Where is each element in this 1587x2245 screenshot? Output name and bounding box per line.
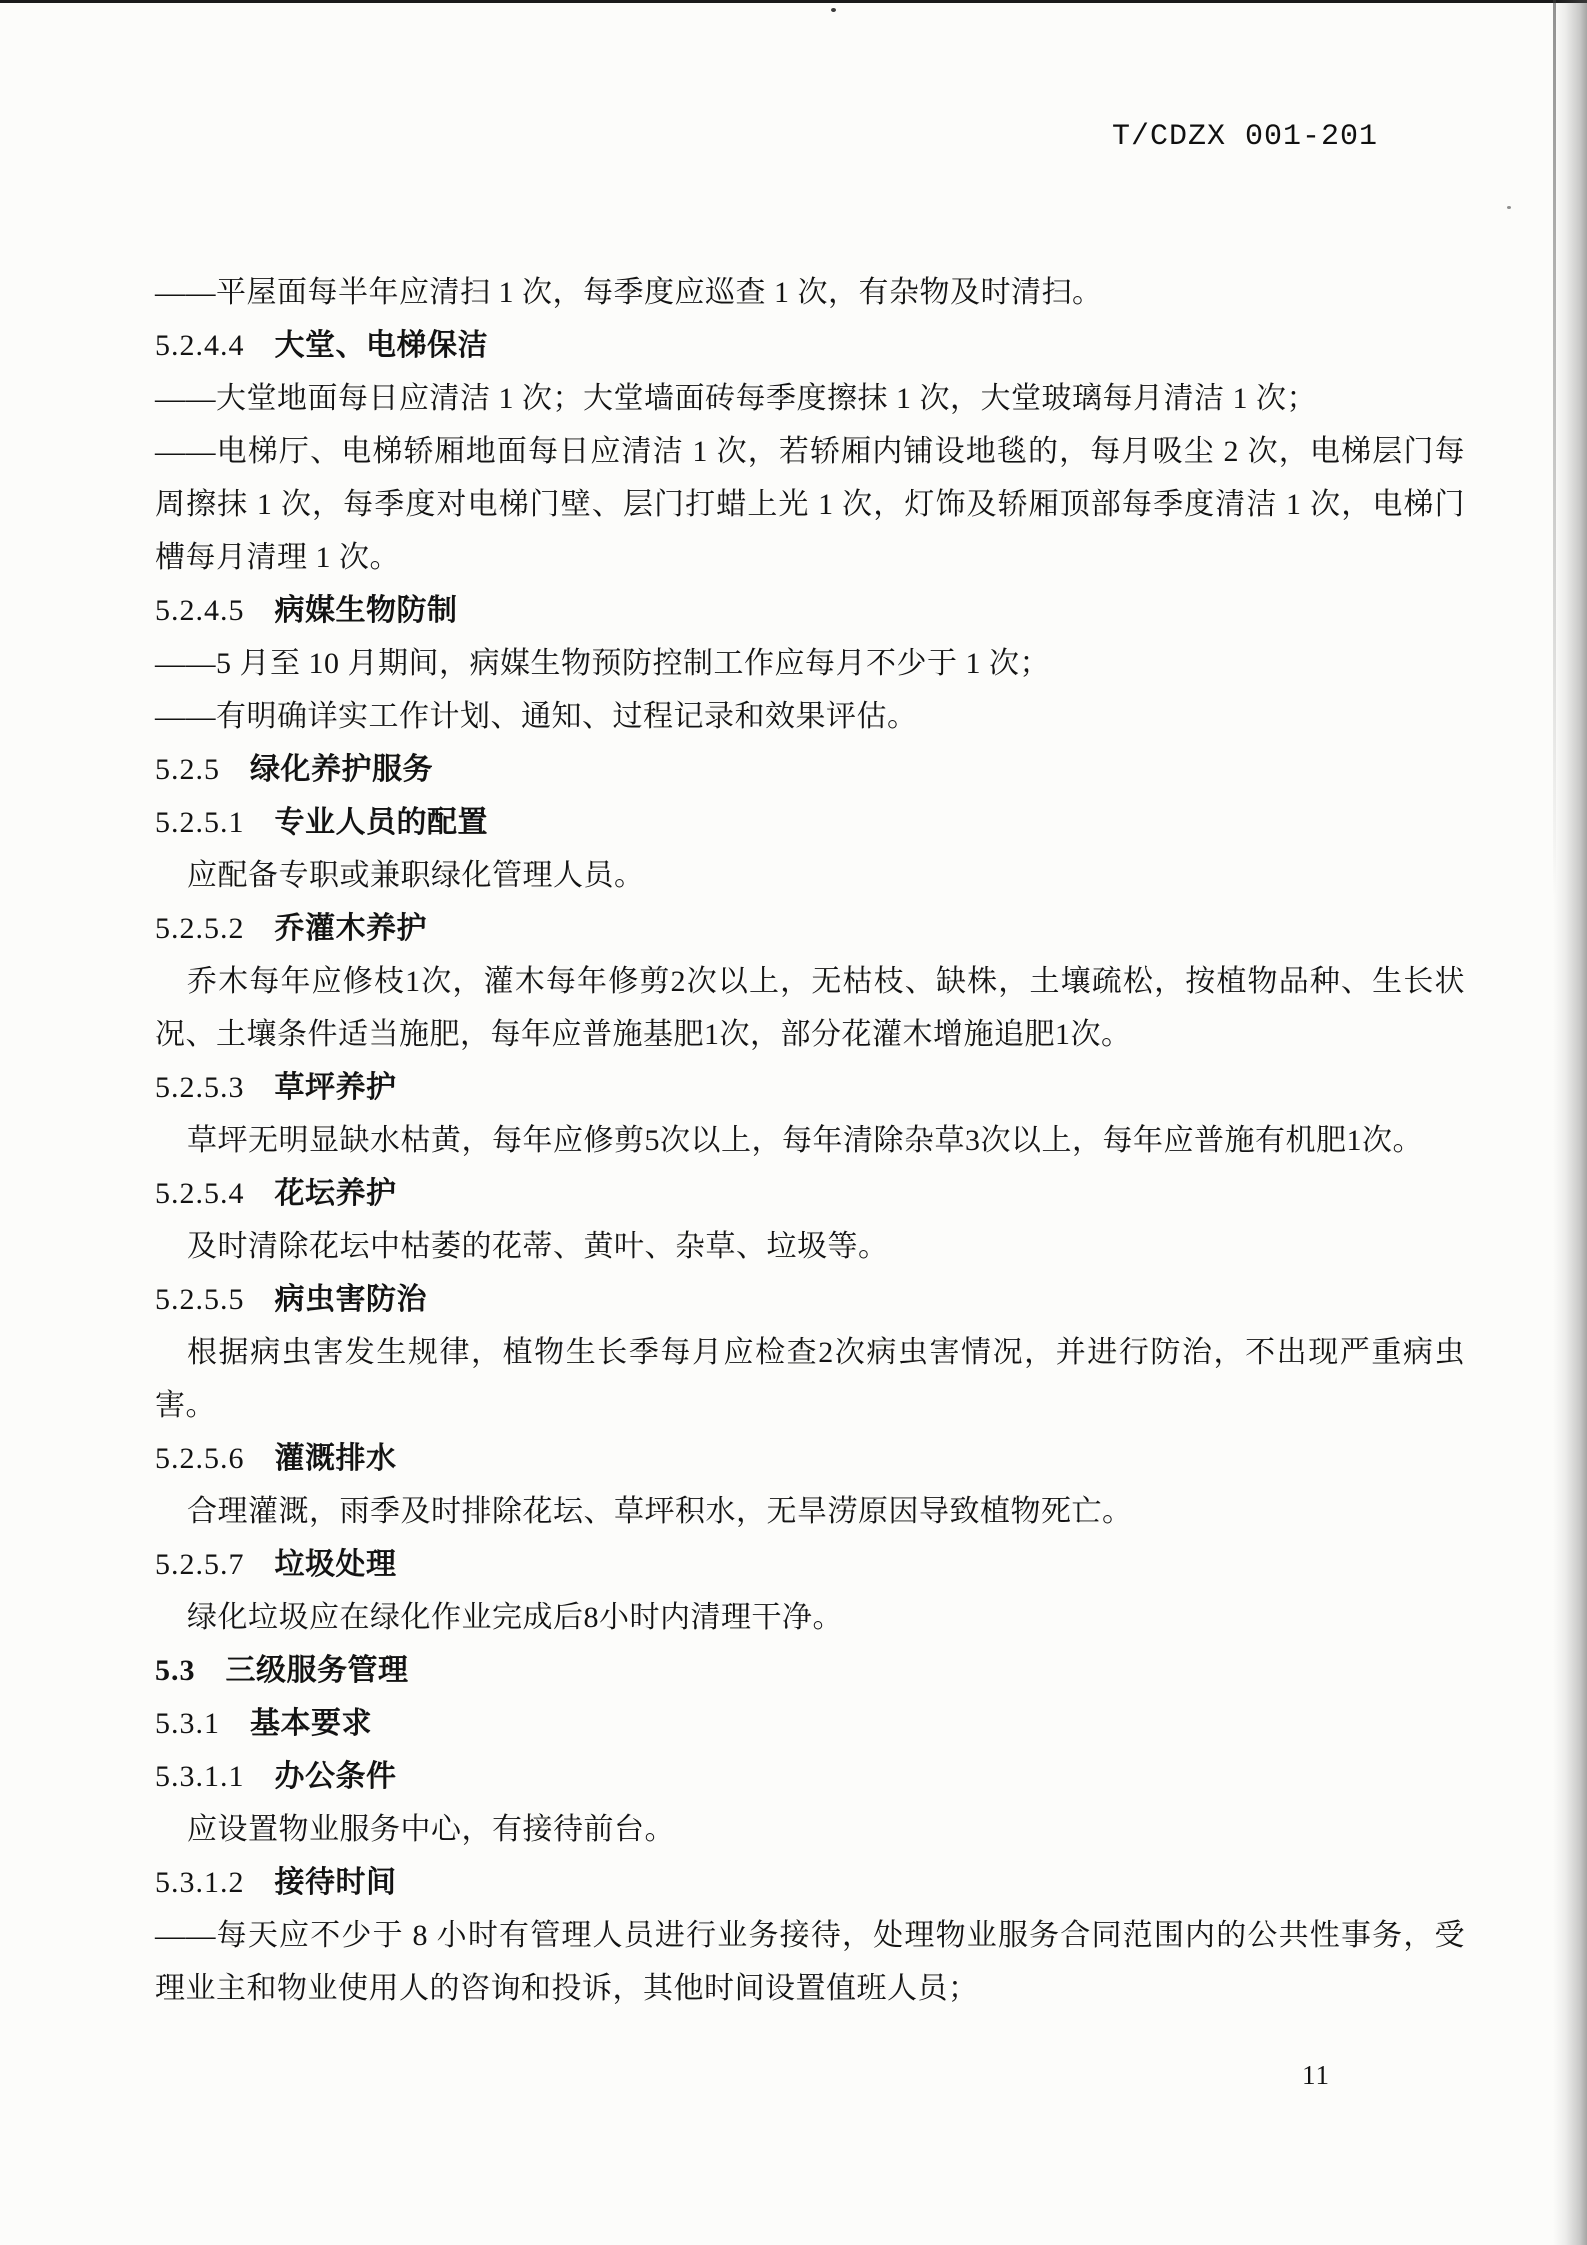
section-heading-5-2-4-5 [155, 584, 1465, 637]
section-heading-5-2-5-3 [155, 1061, 1465, 1114]
dash-item: ——平屋面每半年应清扫 1 次，每季度应巡查 1 次，有杂物及时清扫。 [155, 276, 1103, 309]
section-title: 病媒生物防制 [274, 594, 458, 627]
dash-item: ——大堂地面每日应清洁 1 次；大堂墙面砖每季度擦抹 1 次，大堂玻璃每月清洁 1 次； [155, 382, 1317, 415]
paragraph: 乔木每年应修枝1次，灌木每年修剪2次以上，无枯枝、缺株，土壤疏松，按植物品种、生长状况、土壤条件适当施肥，每年应普施基肥1次，部分花灌木增施追肥1次。 [155, 965, 1465, 1051]
section-number: 5.2.5.6 [155, 1442, 245, 1475]
page-number: 11 [1302, 2060, 1330, 2090]
section-heading-5-2-5-6 [155, 1432, 1465, 1485]
scan-speck [831, 8, 836, 12]
section-title: 病虫害防治 [274, 1283, 427, 1316]
section-heading-5-2-5-7 [155, 1538, 1465, 1591]
dash-item: ——有明确详实工作计划、通知、过程记录和效果评估。 [155, 700, 918, 733]
section-title: 乔灌木养护 [274, 912, 427, 945]
section-number: 5.2.5.4 [155, 1177, 245, 1210]
section-title: 大堂、电梯保洁 [274, 329, 488, 362]
section-heading-5-2-5 [155, 743, 1465, 796]
section-title: 垃圾处理 [274, 1548, 397, 1581]
paragraph: 草坪无明显缺水枯黄，每年应修剪5次以上，每年清除杂草3次以上，每年应普施有机肥1次。 [187, 1124, 1423, 1157]
section-number: 5.3 [155, 1654, 196, 1687]
section-title: 三级服务管理 [225, 1654, 409, 1687]
section-title: 草坪养护 [274, 1071, 397, 1104]
section-number: 5.2.4.5 [155, 594, 245, 627]
doc-code-header: T/CDZX 001-201 [1112, 120, 1379, 154]
section-number: 5.2.5.7 [155, 1548, 245, 1581]
section-heading-5-3-1-2 [155, 1856, 1465, 1909]
scan-edge-shadow [1553, 0, 1587, 2245]
section-heading-5-2-5-2 [155, 902, 1465, 955]
dash-item: ——电梯厅、电梯轿厢地面每日应清洁 1 次，若轿厢内铺设地毯的，每月吸尘 2 次，电梯层门每周擦抹 1 次，每季度对电梯门壁、层门打蜡上光 1 次，灯饰及轿厢顶部每季度清洁 1 次，电梯门槽每月清理 1 次。 [155, 435, 1465, 574]
dash-item: ——每天应不少于 8 小时有管理人员进行业务接待，处理物业服务合同范围内的公共性事务，受理业主和物业使用人的咨询和投诉，其他时间设置值班人员； [155, 1919, 1465, 2005]
dash-item: ——5 月至 10 月期间，病媒生物预防控制工作应每月不少于 1 次； [155, 647, 1050, 680]
section-number: 5.2.5.5 [155, 1283, 245, 1316]
section-heading-5-2-5-4 [155, 1167, 1465, 1220]
section-heading-5-3 [155, 1644, 1465, 1697]
section-number: 5.3.1 [155, 1707, 220, 1740]
section-number: 5.2.5.3 [155, 1071, 245, 1104]
scan-top-edge-line [0, 0, 1587, 3]
section-heading-5-3-1 [155, 1697, 1465, 1750]
section-title: 绿化养护服务 [250, 753, 433, 786]
section-number: 5.2.5.1 [155, 806, 245, 839]
section-heading-5-2-5-1 [155, 796, 1465, 849]
section-number: 5.2.4.4 [155, 329, 245, 362]
paragraph: 根据病虫害发生规律，植物生长季每月应检查2次病虫害情况，并进行防治，不出现严重病虫害。 [155, 1336, 1465, 1422]
section-number: 5.3.1.2 [155, 1866, 245, 1899]
section-title: 灌溉排水 [274, 1442, 397, 1475]
paragraph: 及时清除花坛中枯萎的花蒂、黄叶、杂草、垃圾等。 [187, 1230, 889, 1263]
section-number: 5.2.5.2 [155, 912, 245, 945]
section-heading-5-2-4-4 [155, 319, 1465, 372]
section-title: 基本要求 [250, 1707, 372, 1740]
section-heading-5-3-1-1 [155, 1750, 1465, 1803]
section-title: 接待时间 [274, 1866, 397, 1899]
scan-speck [1507, 206, 1511, 209]
section-number: 5.3.1.1 [155, 1760, 245, 1793]
paragraph: 应设置物业服务中心，有接待前台。 [187, 1813, 675, 1846]
document-body [155, 266, 1465, 2015]
paragraph: 应配备专职或兼职绿化管理人员。 [187, 859, 645, 892]
section-title: 花坛养护 [274, 1177, 397, 1210]
paragraph: 合理灌溉，雨季及时排除花坛、草坪积水，无旱涝原因导致植物死亡。 [187, 1495, 1133, 1528]
section-title: 专业人员的配置 [274, 806, 488, 839]
section-number: 5.2.5 [155, 753, 220, 786]
section-title: 办公条件 [274, 1760, 397, 1793]
section-heading-5-2-5-5 [155, 1273, 1465, 1326]
paragraph: 绿化垃圾应在绿化作业完成后8小时内清理干净。 [187, 1601, 843, 1634]
